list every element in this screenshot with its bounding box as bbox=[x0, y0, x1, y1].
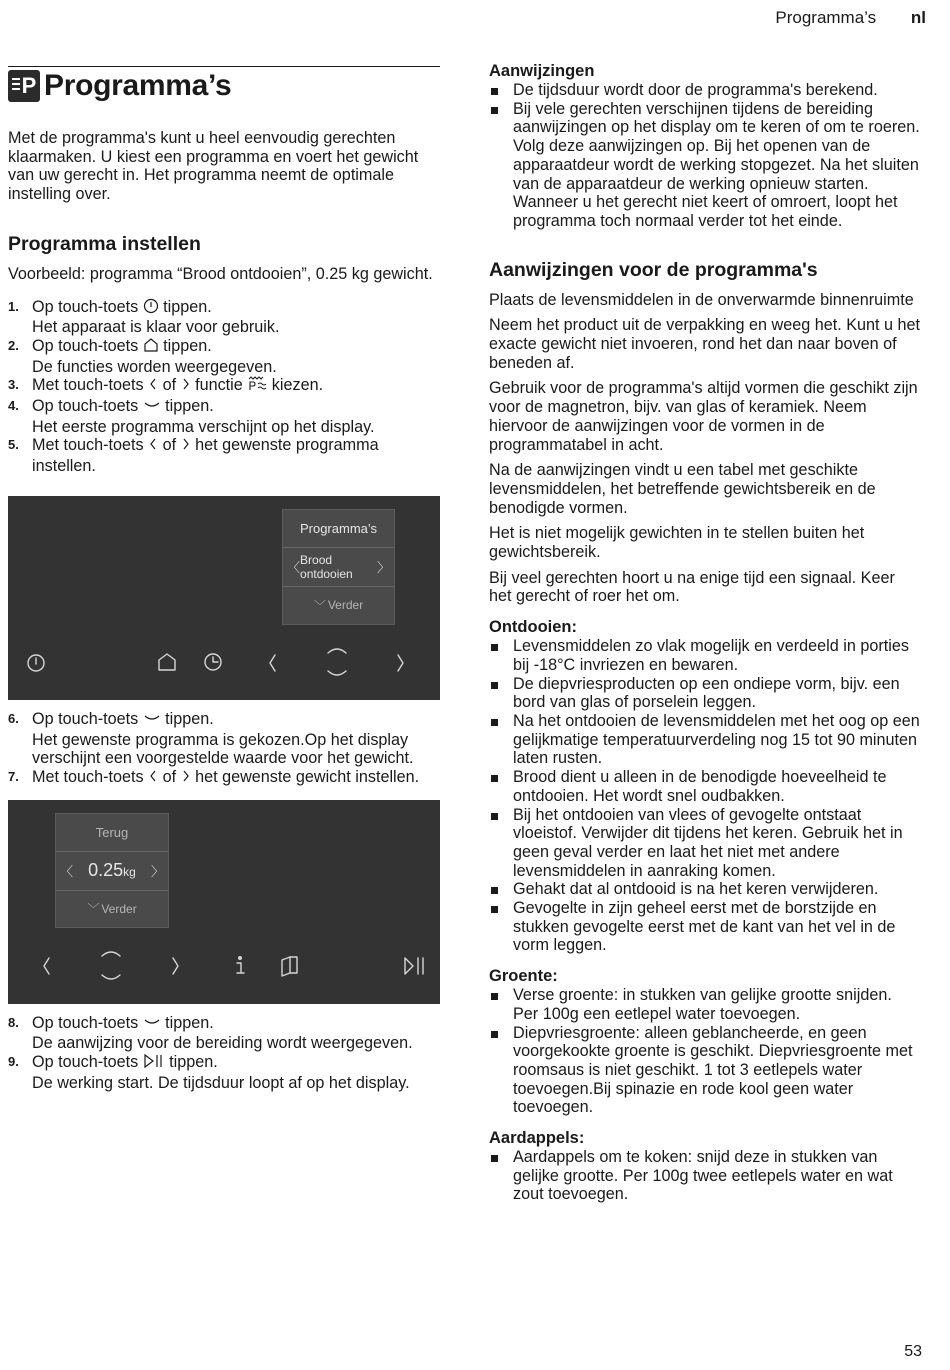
step-text: tippen. bbox=[160, 709, 214, 728]
step-item bbox=[8, 1014, 440, 1053]
step-number: 8. bbox=[8, 1014, 19, 1030]
step-number: 4. bbox=[8, 398, 19, 414]
chevron-left-icon[interactable] bbox=[270, 655, 275, 671]
program-notes-heading: Aanwijzingen voor de programma's bbox=[489, 258, 818, 281]
program-note-paragraph: Na de aanwijzingen vindt u een tabel met geschikte levensmiddelen, het betreffende gewichtsbereik en de benodigde vormen. bbox=[489, 461, 876, 517]
bullet-item: De diepvriesproducten op een ondiepe vorm, bijv. een bord van glas of porselein leggen. bbox=[489, 675, 921, 712]
title-icon-letter: P bbox=[21, 73, 37, 98]
notes-heading: Aanwijzingen bbox=[489, 62, 595, 80]
display-program-name: Brood ontdooien bbox=[300, 552, 353, 581]
setup-heading: Programma instellen bbox=[8, 232, 201, 255]
chevron-up-icon[interactable] bbox=[328, 649, 346, 653]
intro-text: Met de programma's kunt u heel eenvoudig gerechten klaarmaken. U kiest een programma en voert het gewicht van uw gerecht in. Het programma neemt de optimale instelling over. bbox=[8, 129, 419, 204]
chevron-down-icon bbox=[143, 710, 161, 731]
bullet-item: Aardappels om te koken: snijd deze in stukken van gelijke grootte. Per 100g twee eetlepels water en wat zout toevoegen. bbox=[489, 1148, 921, 1204]
next-chevron-icon: ﹀ bbox=[313, 598, 326, 613]
step-item bbox=[8, 376, 440, 397]
step-item bbox=[8, 710, 440, 768]
bullet-item: Brood dient u alleen in de benodigde hoeveelheid te ontdooien. Het wordt snel oudbakken. bbox=[489, 768, 921, 805]
steps-list-a bbox=[8, 298, 440, 476]
header-language: nl bbox=[910, 8, 926, 27]
display-back-label: Terug bbox=[95, 824, 129, 840]
next-chevron-icon-2: ﹀ bbox=[87, 902, 100, 917]
home-icon bbox=[143, 337, 159, 358]
home-icon[interactable] bbox=[159, 654, 175, 670]
bullet-item: Bij vele gerechten verschijnen tijdens de bereiding aanwijzingen op het display om te keren of om te roeren. Volg deze aanwijzingen op. Bij het openen van de apparaatdeur wordt de werking stopgezet. Na het sluiten van de apparaatdeur de werking opnieuw starten. Wanneer u het gerecht niet keert of omroert, loopt het programma toch normaal verder tot het einde. bbox=[489, 100, 921, 231]
vegetables-heading: Groente: bbox=[489, 967, 558, 986]
step-text: tippen. bbox=[158, 297, 212, 316]
step-item bbox=[8, 436, 440, 475]
title-row bbox=[8, 66, 440, 103]
play-pause-icon[interactable] bbox=[405, 958, 423, 974]
chevron-right-icon[interactable] bbox=[398, 655, 403, 671]
step-item bbox=[8, 768, 440, 789]
step-number: 1. bbox=[8, 298, 19, 314]
page-number: 53 bbox=[904, 1343, 922, 1360]
chevron-down-icon[interactable] bbox=[328, 671, 346, 675]
right-column bbox=[489, 62, 921, 1204]
step-text: tippen. bbox=[164, 1053, 218, 1072]
panel-2-touch-keys bbox=[8, 800, 440, 1004]
steps-list-b bbox=[8, 710, 440, 789]
chevron-right-icon[interactable] bbox=[173, 958, 178, 974]
potatoes-heading: Aardappels: bbox=[489, 1129, 585, 1148]
weight-value: 0.25 bbox=[88, 860, 124, 881]
step-result: De werking start. De tijdsduur loopt af op het display. bbox=[32, 1073, 410, 1092]
step-text: of bbox=[158, 767, 181, 786]
step-text: kiezen. bbox=[267, 376, 324, 395]
clock-icon[interactable] bbox=[205, 654, 221, 670]
chevron-left-icon bbox=[148, 376, 158, 397]
step-number: 9. bbox=[8, 1054, 19, 1070]
step-text: tippen. bbox=[160, 1013, 214, 1032]
programs-book-icon bbox=[8, 70, 40, 102]
step-text: Op touch-toets bbox=[32, 1053, 143, 1072]
step-number: 6. bbox=[8, 710, 19, 726]
program-notes-paragraphs bbox=[489, 291, 921, 607]
weight-unit: kg bbox=[123, 865, 136, 880]
program-note-paragraph: Neem het product uit de verpakking en weeg het. Kunt u het exacte gewicht niet invoeren, rond het dan naar boven of beneden af. bbox=[489, 316, 921, 372]
step-text: Op touch-toets bbox=[32, 336, 143, 355]
step-number: 7. bbox=[8, 768, 19, 784]
setup-example: Voorbeeld: programma “Brood ontdooien”, 0.25 kg gewicht. bbox=[8, 264, 433, 283]
bullet-item: Bij het ontdooien van vlees of gevogelte ontstaat vloeistof. Verwijder dit tijdens het keren. Gebruik het in geen geval verder en laat het niet met andere levensmiddelen in aanraking komen. bbox=[489, 806, 921, 881]
step-text: of bbox=[158, 376, 181, 395]
chevron-left-icon[interactable] bbox=[44, 958, 49, 974]
chevron-down-icon bbox=[143, 1014, 161, 1035]
chevron-right-icon bbox=[181, 376, 191, 397]
page-title: Programma’s bbox=[44, 69, 232, 102]
display-next-label: Verder bbox=[327, 598, 364, 613]
chevron-left-icon bbox=[148, 768, 158, 789]
display-next-label-2: Verder bbox=[101, 901, 137, 916]
chevron-left-icon bbox=[148, 436, 158, 457]
bullet-item: Levensmiddelen zo vlak mogelijk en verdeeld in porties bij -18°C invriezen en bewaren. bbox=[489, 637, 921, 674]
bullet-item: Diepvriesgroente: alleen geblancheerde, en geen voorgekookte groente is geschikt. Diepvriesgroente met roomsaus is niet geschikt. 1 tot 3 eetlepels water toevoegen.Bij spinazie en rode kool geen water toevoegen. bbox=[489, 1024, 921, 1118]
weight-left-chevron-icon: 〈 bbox=[60, 864, 74, 880]
program-note-paragraph: Bij veel gerechten hoort u na enige tijd een signaal. Keer het gerecht of roer het om. bbox=[489, 568, 895, 606]
step-number: 3. bbox=[8, 377, 19, 393]
notes-list bbox=[489, 81, 921, 231]
book-icon[interactable] bbox=[282, 957, 297, 976]
bullet-item: Verse groente: in stukken van gelijke grootte snijden. Per 100g een eetlepel water toevoegen. bbox=[489, 986, 921, 1023]
display-left-chevron-icon: 〈 bbox=[287, 560, 301, 576]
step-text: of bbox=[158, 436, 181, 455]
bullet-item: Gevogelte in zijn geheel eerst met de borstzijde en stukken gevogelte eerst met de kant van het vel in de vorm leggen. bbox=[489, 899, 921, 955]
step-result: De aanwijzing voor de bereiding wordt weergegeven. bbox=[32, 1034, 413, 1053]
thawing-heading: Ontdooien: bbox=[489, 618, 577, 637]
step-item bbox=[8, 1053, 440, 1092]
panel-1-touch-keys bbox=[8, 496, 440, 700]
step-result: Het eerste programma verschijnt op het display. bbox=[32, 417, 375, 436]
power-icon[interactable] bbox=[28, 655, 44, 671]
step-text: het gewenste programma instellen. bbox=[32, 436, 379, 476]
running-header bbox=[775, 8, 926, 28]
chevron-up-icon[interactable] bbox=[102, 952, 120, 956]
chevron-down-icon bbox=[143, 397, 161, 418]
bullet-item: Gehakt dat al ontdooid is na het keren verwijderen. bbox=[489, 880, 921, 899]
step-item bbox=[8, 337, 440, 376]
steps-list-c bbox=[8, 1014, 440, 1093]
step-text: tippen. bbox=[158, 336, 212, 355]
step-item bbox=[8, 298, 440, 337]
header-section: Programma’s bbox=[775, 8, 877, 27]
step-text: tippen. bbox=[160, 397, 214, 416]
chevron-right-icon bbox=[181, 436, 191, 457]
control-panel-display-1 bbox=[8, 496, 440, 700]
step-number: 5. bbox=[8, 437, 19, 453]
step-text: Op touch-toets bbox=[32, 397, 143, 416]
step-text: Met touch-toets bbox=[32, 436, 149, 455]
potatoes-list bbox=[489, 1148, 921, 1204]
thawing-list bbox=[489, 637, 921, 955]
step-text: Op touch-toets bbox=[32, 297, 143, 316]
step-result: Het apparaat is klaar voor gebruik. bbox=[32, 318, 280, 337]
step-text: Met touch-toets bbox=[32, 767, 149, 786]
power-icon bbox=[143, 298, 159, 319]
left-column bbox=[8, 66, 440, 1092]
program-note-paragraph: Plaats de levensmiddelen in de onverwarmde binnenruimte bbox=[489, 290, 914, 309]
vegetables-list bbox=[489, 986, 921, 1117]
step-text: Op touch-toets bbox=[32, 1013, 143, 1032]
step-text: het gewenste gewicht instellen. bbox=[190, 767, 420, 786]
program-note-paragraph: Het is niet mogelijk gewichten in te stellen buiten het gewichtsbereik. bbox=[489, 524, 865, 562]
display-title: Programma’s bbox=[299, 520, 378, 536]
step-text: Met touch-toets bbox=[32, 376, 149, 395]
chevron-down-icon[interactable] bbox=[102, 975, 120, 979]
step-text: functie bbox=[190, 376, 248, 395]
display-right-chevron-icon: 〉 bbox=[376, 560, 390, 576]
weight-right-chevron-icon: 〉 bbox=[150, 864, 164, 880]
info-icon[interactable] bbox=[237, 956, 244, 972]
bullet-item: Na het ontdooien de levensmiddelen met het oog op een gelijkmatige temperatuurverdeling nog 15 tot 90 minuten laten rusten. bbox=[489, 712, 921, 768]
step-result: De functies worden weergegeven. bbox=[32, 357, 277, 376]
program-note-paragraph: Gebruik voor de programma's altijd vormen die geschikt zijn voor de magnetron, bijv. van glas of keramiek. Neem hiervoor de aanwijzingen voor de vormen in de programmatabel in acht. bbox=[489, 379, 918, 454]
play-pause-icon bbox=[143, 1053, 165, 1074]
chevron-right-icon bbox=[181, 768, 191, 789]
step-text: Op touch-toets bbox=[32, 709, 143, 728]
step-item bbox=[8, 397, 440, 436]
step-result: Het gewenste programma is gekozen.Op het display verschijnt een voorgestelde waarde voor het gewicht. bbox=[32, 730, 414, 768]
bullet-item: De tijdsduur wordt door de programma's berekend. bbox=[489, 81, 921, 100]
control-panel-display-2 bbox=[8, 800, 440, 1004]
programs-icon bbox=[247, 376, 267, 397]
step-number: 2. bbox=[8, 337, 19, 353]
